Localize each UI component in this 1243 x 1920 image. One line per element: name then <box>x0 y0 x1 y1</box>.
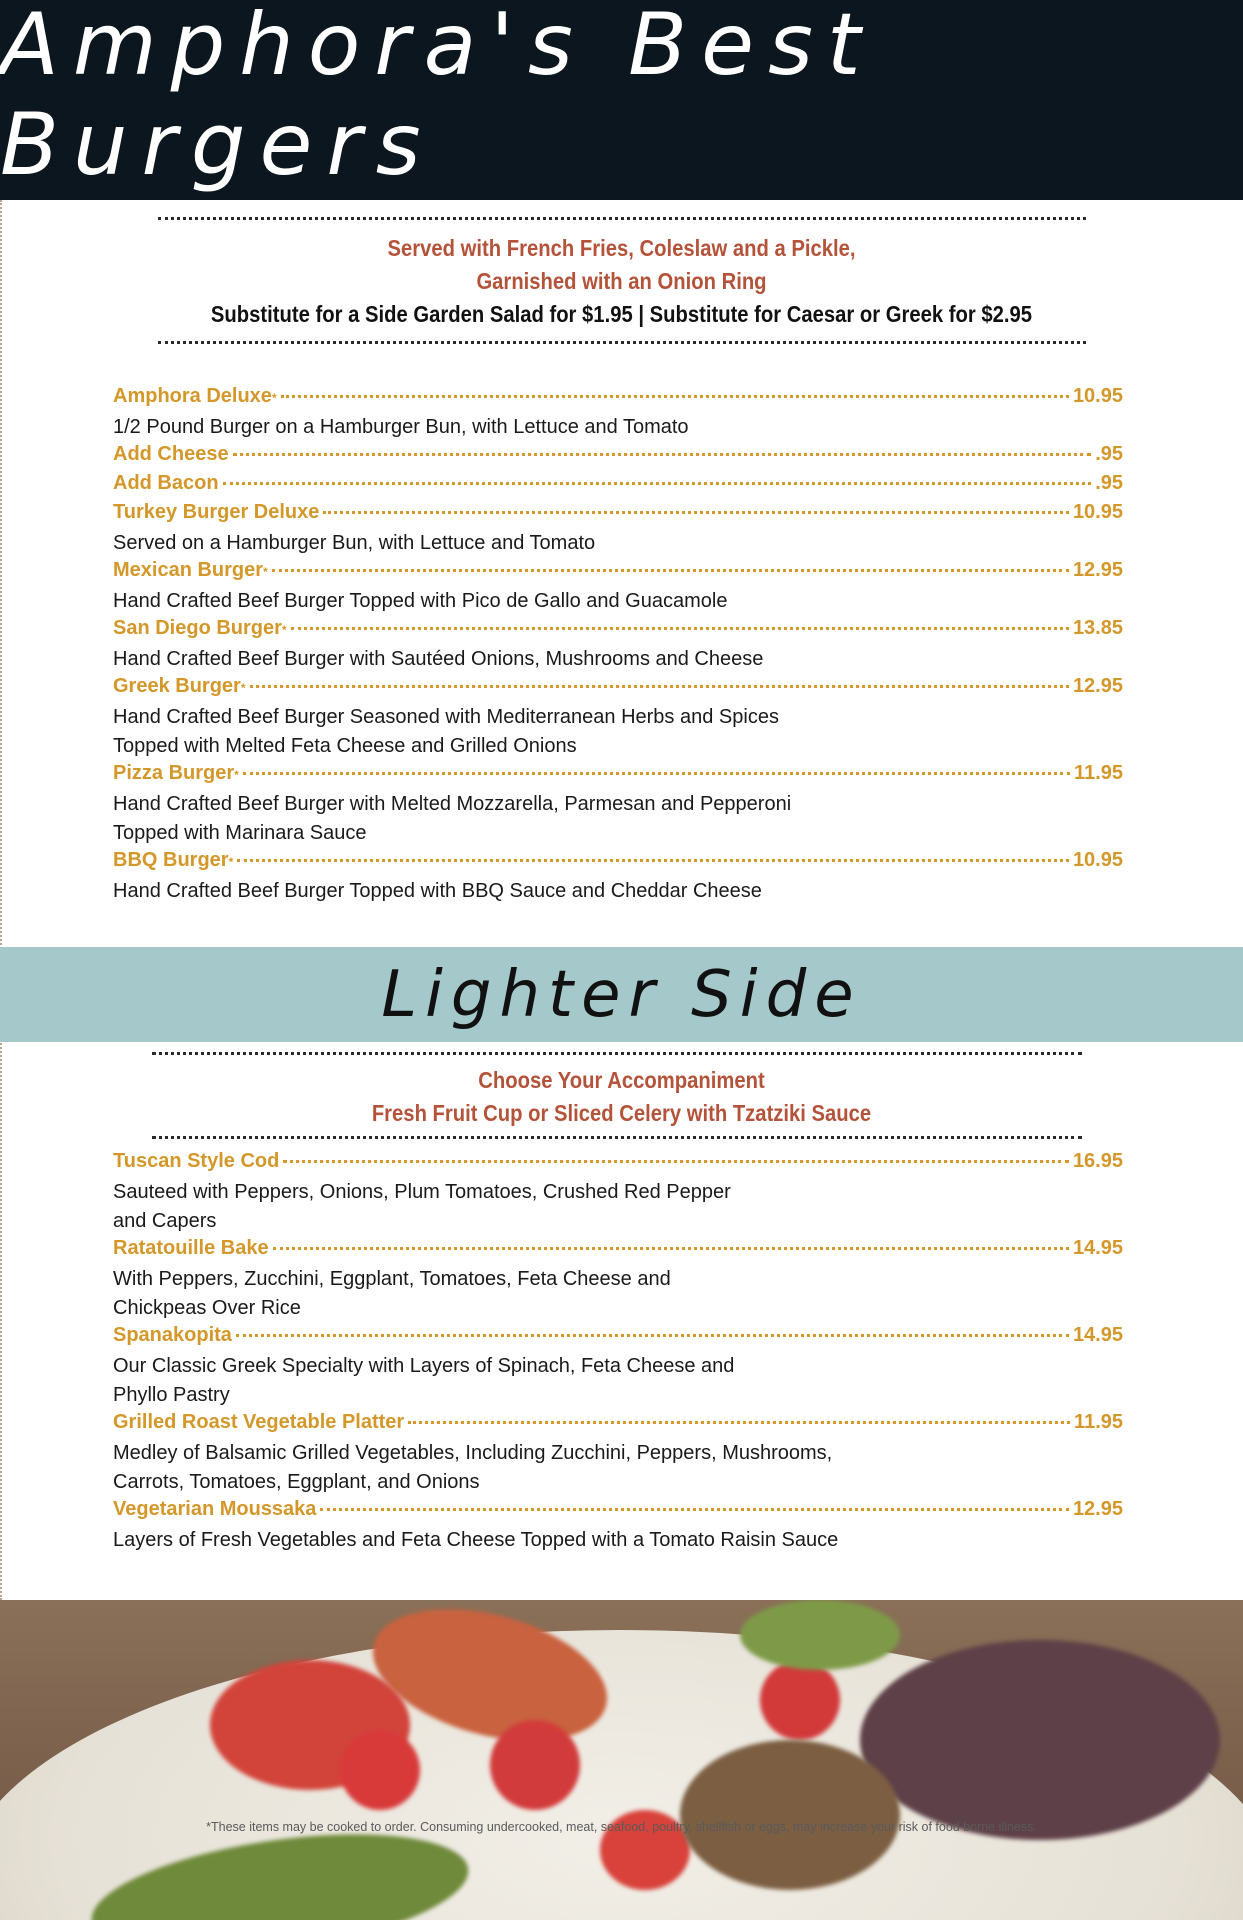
menu-item-name: Add Cheese <box>113 443 229 465</box>
menu-item-name: BBQ Burger <box>113 849 229 871</box>
cooked-to-order-marker: * <box>240 681 246 695</box>
menu-item-description: and Capers <box>113 1210 217 1232</box>
menu-item-description: Medley of Balsamic Grilled Vegetables, Including Zucchini, Peppers, Mushrooms, <box>113 1442 833 1464</box>
menu-item-description: Carrots, Tomatoes, Eggplant, and Onions <box>113 1471 480 1493</box>
lighter-menu-list <box>113 1150 1123 1556</box>
tomato-shape <box>340 1730 420 1810</box>
menu-item-name: Add Bacon <box>113 472 219 494</box>
menu-item-row <box>113 1324 1123 1353</box>
dot-leader <box>223 482 1092 485</box>
lighter-side-banner <box>0 947 1243 1042</box>
menu-item-name: Tuscan Style Cod <box>113 1150 280 1172</box>
menu-item-row <box>113 762 1123 791</box>
menu-item-description: Chickpeas Over Rice <box>113 1297 301 1319</box>
burger-menu-list <box>113 385 1123 907</box>
menu-item-name: Pizza Burger <box>113 762 235 784</box>
menu-item-row <box>113 1411 1123 1440</box>
menu-item-description: Hand Crafted Beef Burger with Sautéed Onions, Mushrooms and Cheese <box>113 648 764 670</box>
menu-item-row <box>113 501 1123 530</box>
dot-leader <box>237 859 1069 862</box>
cooked-to-order-marker: * <box>234 768 239 782</box>
lighter-intro <box>120 1064 1123 1130</box>
menu-item-row <box>113 559 1123 588</box>
menu-item-description: Served on a Hamburger Bun, with Lettuce and Tomato <box>113 532 596 554</box>
dotted-divider <box>158 341 1086 344</box>
lighter-intro-line-1: Choose Your Accompaniment <box>478 1067 765 1093</box>
menu-item-price: 13.85 <box>1072 617 1123 639</box>
menu-item-description: Topped with Marinara Sauce <box>113 822 367 844</box>
dot-leader <box>273 1247 1069 1250</box>
burgers-intro <box>120 232 1123 331</box>
dotted-divider <box>152 1136 1082 1139</box>
dot-leader <box>233 453 1092 456</box>
menu-header <box>0 0 1243 200</box>
dotted-divider <box>152 1052 1082 1055</box>
menu-item-description: Hand Crafted Beef Burger Topped with BBQ Sauce and Cheddar Cheese <box>113 880 762 902</box>
cooked-to-order-marker: * <box>281 623 287 637</box>
menu-item-row <box>113 849 1123 878</box>
vegetable-platter-photo <box>0 1600 1243 1920</box>
menu-item-price: 11.95 <box>1074 1411 1123 1433</box>
menu-item-price: 12.95 <box>1072 675 1123 697</box>
intro-line-3: Substitute for a Side Garden Salad for $1.95 | Substitute for Caesar or Greek for $2.95 <box>210 301 1033 327</box>
menu-item-row <box>113 385 1123 414</box>
menu-item-description: Sauteed with Peppers, Onions, Plum Tomatoes, Crushed Red Pepper <box>113 1181 731 1203</box>
dot-leader <box>291 627 1069 630</box>
menu-item-price: 10.95 <box>1072 501 1123 523</box>
menu-item-name: Amphora Deluxe <box>113 385 272 407</box>
mushroom-shape <box>680 1740 900 1890</box>
intro-line-1: Served with French Fries, Coleslaw and a Pickle, <box>387 235 856 261</box>
menu-item-description: With Peppers, Zucchini, Eggplant, Tomatoes, Feta Cheese and <box>113 1268 671 1290</box>
lighter-intro-line-2: Fresh Fruit Cup or Sliced Celery with Tzatziki Sauce <box>371 1100 872 1126</box>
dot-leader <box>320 1508 1069 1511</box>
menu-item-price: 12.95 <box>1072 559 1123 581</box>
menu-item-description: 1/2 Pound Burger on a Hamburger Bun, with Lettuce and Tomato <box>113 416 689 438</box>
dot-leader <box>408 1421 1070 1424</box>
menu-item-description: Hand Crafted Beef Burger Seasoned with Mediterranean Herbs and Spices <box>113 706 779 728</box>
menu-item-row <box>113 617 1123 646</box>
dot-leader <box>250 685 1069 688</box>
menu-item-name: Turkey Burger Deluxe <box>113 501 320 523</box>
menu-item-description: Our Classic Greek Specialty with Layers of Spinach, Feta Cheese and <box>113 1355 735 1377</box>
dot-leader <box>243 772 1070 775</box>
dot-leader <box>323 511 1069 514</box>
menu-item-description: Topped with Melted Feta Cheese and Grilled Onions <box>113 735 577 757</box>
dot-leader <box>281 395 1069 398</box>
menu-item-row <box>113 1498 1123 1527</box>
menu-item-description: Layers of Fresh Vegetables and Feta Cheese Topped with a Tomato Raisin Sauce <box>113 1529 839 1551</box>
cooked-to-order-marker: * <box>263 565 268 579</box>
menu-item-row <box>113 472 1123 501</box>
menu-item-name: Spanakopita <box>113 1324 232 1346</box>
menu-item-row <box>113 1237 1123 1266</box>
menu-item-description: Hand Crafted Beef Burger with Melted Mozzarella, Parmesan and Pepperoni <box>113 793 792 815</box>
disclaimer: *These items may be cooked to order. Consuming undercooked, meat, seafood, poultry, shellfish or eggs, may increase your risk of food borne illness. <box>206 1820 1037 1834</box>
menu-item-price: 14.95 <box>1072 1237 1123 1259</box>
menu-item-price: .95 <box>1095 472 1123 494</box>
menu-item-name: Vegetarian Moussaka <box>113 1498 317 1520</box>
dotted-divider <box>158 217 1086 220</box>
dot-leader <box>283 1160 1069 1163</box>
menu-item-name: Grilled Roast Vegetable Platter <box>113 1411 405 1433</box>
menu-item-price: 10.95 <box>1072 385 1123 407</box>
left-dotted-border <box>0 200 2 1600</box>
menu-item-description: Hand Crafted Beef Burger Topped with Pico de Gallo and Guacamole <box>113 590 728 612</box>
cooked-to-order-marker: * <box>271 391 277 405</box>
menu-item-price: 12.95 <box>1072 1498 1123 1520</box>
tomato-shape <box>490 1720 580 1810</box>
menu-item-name: Greek Burger <box>113 675 241 697</box>
dot-leader <box>272 569 1069 572</box>
menu-item-name: San Diego Burger <box>113 617 282 639</box>
tomato-shape <box>760 1660 840 1740</box>
menu-item-name: Ratatouille Bake <box>113 1237 269 1259</box>
intro-line-2: Garnished with an Onion Ring <box>476 268 767 294</box>
menu-title: Amphora's Best Burgers <box>0 0 875 195</box>
lighter-side-title: Lighter Side <box>381 957 862 1032</box>
menu-item-name: Mexican Burger <box>113 559 264 581</box>
menu-item-price: 14.95 <box>1072 1324 1123 1346</box>
menu-item-row <box>113 1150 1123 1179</box>
menu-item-row <box>113 443 1123 472</box>
dot-leader <box>236 1334 1069 1337</box>
cooked-to-order-marker: * <box>228 855 234 869</box>
onion-shape <box>860 1640 1220 1840</box>
broccoli-shape <box>740 1600 900 1670</box>
menu-item-description: Phyllo Pastry <box>113 1384 230 1406</box>
menu-item-price: 10.95 <box>1072 849 1123 871</box>
menu-item-price: 16.95 <box>1072 1150 1123 1172</box>
menu-item-price: 11.95 <box>1074 762 1123 784</box>
menu-item-price: .95 <box>1095 443 1123 465</box>
menu-item-row <box>113 675 1123 704</box>
